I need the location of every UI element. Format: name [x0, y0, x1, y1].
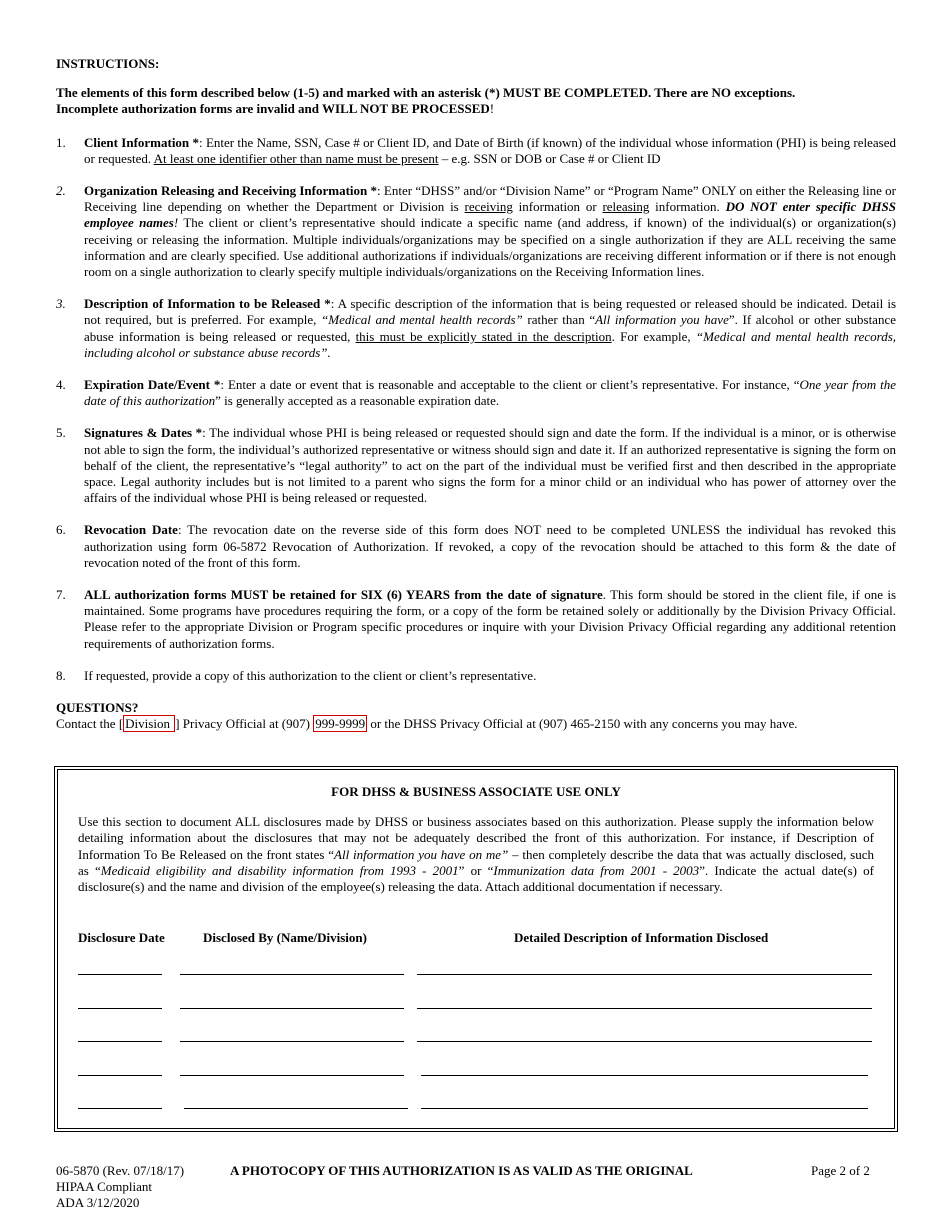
box-instructions — [78, 814, 874, 895]
item-number: 4. — [56, 377, 66, 393]
form-number: 06-5870 (Rev. 07/18/17) — [56, 1163, 185, 1178]
item-text: : The revocation date on the reverse side of this form does NOT need to be completed UNLESS the individual has revoked this authorization using form 06-5872 Revocation of Authorization. If revoked, a copy of the revocation should be attached to this form & the date of revocation noted of the front of this form. — [84, 522, 896, 570]
disclosed-by-line[interactable] — [180, 1075, 404, 1076]
box-italic-text: Medicaid eligibility and disability information from 1993 - 2001 — [100, 862, 459, 878]
item-text: : Enter the Name, SSN, Case # or Client ID, and Date of Birth (if known) of the individual whose information (PHI) is being released or requested. — [84, 134, 896, 166]
instructions-section — [56, 56, 896, 733]
disclosure-row — [78, 1100, 878, 1134]
box-text: ”. Indicate the actual date(s) of disclosure(s) and the name and division of the employee(s) releasing the data. Attach additional documentation if necessary. — [78, 862, 874, 895]
disclosure-date-line[interactable] — [78, 1075, 162, 1076]
item-title: Revocation Date — [84, 522, 178, 538]
photocopy-notice: A PHOTOCOPY OF THIS AUTHORIZATION IS AS VALID AS THE ORIGINAL — [230, 1163, 693, 1178]
ada-date-label: ADA 3/12/2020 — [56, 1195, 140, 1211]
item-emphasis-text: DO NOT enter specific DHSS employee names — [84, 199, 896, 231]
disclosure-row — [78, 966, 878, 1000]
item-text: ” is generally accepted as a reasonable expiration date. — [215, 393, 500, 409]
hipaa-compliant-label: HIPAA Compliant — [56, 1179, 152, 1195]
questions-contact — [56, 716, 896, 732]
business-associate-box — [54, 766, 898, 1132]
disclosed-by-line[interactable] — [184, 1108, 408, 1109]
description-line[interactable] — [417, 1008, 872, 1009]
disclosure-row — [78, 1067, 878, 1101]
item-text: : The individual whose PHI is being released or requested should sign and date the form. If the individual is a minor, or is otherwise not able to sign the form, the individual’s authorized representative or witness should sign and date it. If an authorized representative is signing the form on behalf of the client, the representative’s “legal authority” to act on the part of the individual must be verified first and then described in the appropriate space. Legal authority includes but is not limited to a parent who signs the form for a minor child or an individual who has power of attorney over the affairs of the individual whose PHI is being released or requested. — [84, 425, 896, 506]
item-text: : A specific description of the information that is being requested or released should be indicated. Detail is not required, but is preferred. For example, — [84, 296, 896, 328]
disclosure-row — [78, 1000, 878, 1034]
intro-line-2: Incomplete authorization forms are invalid and WILL NOT BE PROCESSED — [56, 101, 490, 117]
instruction-item-5 — [56, 425, 896, 506]
item-title: Signatures & Dates * — [84, 425, 203, 441]
item-title: Client Information * — [84, 134, 199, 150]
item-title: ALL authorization forms MUST be retained for SIX (6) YEARS from the date of signature — [84, 587, 603, 603]
disclosure-date-line[interactable] — [78, 1008, 162, 1009]
item-text: rather than “ — [522, 312, 596, 328]
item-underlined-text: receiving — [464, 199, 513, 215]
instructions-intro — [56, 85, 896, 117]
disclosure-date-line[interactable] — [78, 974, 162, 975]
column-disclosed-by: Disclosed By (Name/Division) — [203, 930, 367, 945]
phone-placeholder-field[interactable]: 999-9999 — [315, 716, 366, 732]
intro-line-2-end: ! — [489, 101, 495, 117]
contact-text: or the DHSS Privacy Official at (907) 465-2150 with any concerns you may have. — [367, 716, 798, 732]
item-text: ”. If alcohol or other substance abuse information is being released or requested, — [84, 312, 896, 344]
item-number: 5. — [56, 425, 66, 441]
box-text: Use this section to document ALL disclosures made by DHSS or business associates based on this authorization. Please supply the information below detailing information about the disclosures that may not be adequately described the front of this authorization. For instance, if Description of Information To Be Released on the front states “ — [78, 814, 874, 862]
page-footer — [56, 1163, 896, 1212]
disclosure-date-line[interactable] — [78, 1041, 162, 1042]
item-underlined-text: At least one identifier other than name must be present — [153, 150, 439, 166]
column-disclosure-date: Disclosure Date — [78, 930, 165, 945]
instruction-item-1 — [56, 135, 896, 167]
questions-heading: QUESTIONS? — [56, 700, 139, 716]
item-italic-text: “Medical and mental health records” — [321, 312, 523, 328]
contact-text: Contact the [ — [56, 716, 124, 732]
item-text: The client or client’s representative should indicate a specific name (and address, if known) of the individual(s) or organization(s) receiving or releasing the information. Multiple individuals/organizations may be specified on a single authorization if they are ALL receiving the same information and are clearly specified. Use additional authorizations if individuals/organizations are receiving different information or if there is not enough room on a single authorization to clearly specify multiple individuals/organizations on the Receiving Information lines. — [84, 215, 896, 280]
item-text: . For example, — [611, 328, 696, 344]
contact-text: ] Privacy Official at (907) — [175, 716, 314, 732]
item-text: information. — [649, 199, 726, 215]
instruction-item-6 — [56, 522, 896, 571]
item-text: – e.g. SSN or DOB or Case # or Client ID — [438, 150, 661, 166]
instructions-heading: INSTRUCTIONS: — [56, 56, 160, 71]
box-italic-text: All information you have on me” — [334, 846, 509, 862]
disclosed-by-line[interactable] — [180, 974, 404, 975]
instruction-item-7 — [56, 587, 896, 652]
instructions-list — [56, 135, 896, 684]
description-line[interactable] — [421, 1075, 868, 1076]
box-text: – then completely describe the data that was actually disclosed, such as “ — [78, 846, 874, 878]
item-underlined-text: releasing — [602, 199, 650, 215]
item-italic-text: All information you have — [595, 312, 729, 328]
box-italic-text: Immunization data from 2001 - 2003 — [493, 862, 700, 878]
intro-line-1: The elements of this form described below (1-5) and marked with an asterisk (*) MUST BE COMPLETED. There are NO exceptions. — [56, 85, 796, 101]
disclosed-by-line[interactable] — [180, 1008, 404, 1009]
disclosure-row — [78, 1033, 878, 1067]
item-text: information or — [512, 199, 603, 215]
instruction-item-3 — [56, 296, 896, 361]
item-number: 8. — [56, 667, 66, 683]
item-number: 6. — [56, 522, 66, 538]
item-title: Organization Releasing and Receiving Information * — [84, 183, 378, 199]
instruction-item-4 — [56, 377, 896, 409]
description-line[interactable] — [417, 974, 872, 975]
column-description: Detailed Description of Information Disclosed — [514, 930, 769, 945]
disclosed-by-line[interactable] — [180, 1041, 404, 1042]
division-placeholder-field[interactable]: Division — [125, 716, 174, 732]
item-italic-text: One year from the date of this authorization — [84, 377, 896, 409]
description-line[interactable] — [421, 1108, 868, 1109]
item-number: 2. — [56, 183, 66, 199]
item-title: Expiration Date/Event * — [84, 377, 221, 393]
instruction-item-8 — [56, 668, 896, 684]
item-number: 1. — [56, 134, 66, 150]
page-number: Page 2 of 2 — [811, 1163, 870, 1178]
item-text: If requested, provide a copy of this authorization to the client or client’s representative. — [84, 667, 537, 683]
item-title: Description of Information to be Released * — [84, 296, 331, 312]
item-number: 7. — [56, 587, 66, 603]
item-text: : Enter a date or event that is reasonable and acceptable to the client or client’s representative. For instance, “ — [220, 377, 800, 393]
item-underlined-text: this must be explicitly stated in the description — [355, 328, 612, 344]
instruction-item-2 — [56, 183, 896, 280]
item-italic-text: “Medical and mental health records, including alcohol or substance abuse records”. — [84, 328, 896, 360]
item-italic-text: ! — [173, 215, 179, 231]
description-line[interactable] — [417, 1041, 872, 1042]
disclosure-date-line[interactable] — [78, 1108, 162, 1109]
box-title: FOR DHSS & BUSINESS ASSOCIATE USE ONLY — [331, 784, 621, 799]
item-text: . This form should be stored in the client file, if one is maintained. Some programs have procedures requiring the form, or a copy of the form be retained solely or additionally by the Division Privacy Official. Please refer to the appropriate Division or Program specific procedures or inquire with your Division Privacy Official regarding any additional retention requirements of authorization forms. — [84, 587, 896, 651]
disclosure-table-rows — [78, 966, 878, 1134]
box-text: ” or “ — [458, 862, 494, 878]
item-number: 3. — [56, 296, 66, 312]
item-text: : Enter “DHSS” and/or “Division Name” or “Program Name” ONLY on either the Releasing line or Receiving line depending on whether the Department or Division is — [84, 183, 896, 215]
